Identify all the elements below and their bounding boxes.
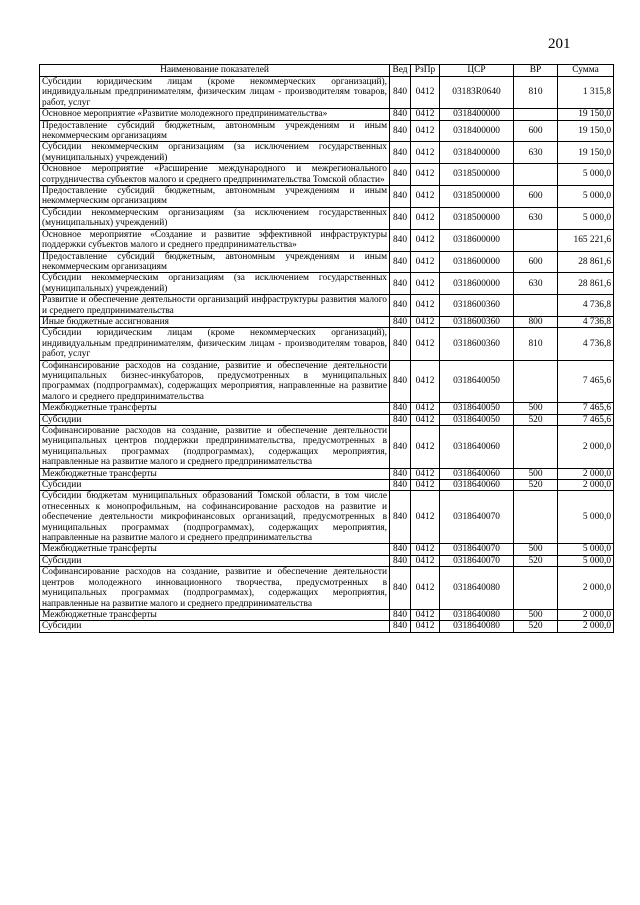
table-row	[40, 480, 614, 491]
row-name: Межбюджетные трансферты	[40, 468, 390, 479]
row-sum: 5 000,0	[558, 186, 614, 208]
row-sum: 5 000,0	[558, 164, 614, 186]
row-sum: 2 000,0	[558, 426, 614, 469]
row-name: Основное мероприятие «Создание и развитие эффективной инфраструктуры поддержки субъектов малого и среднего предпринимательства»	[40, 229, 390, 251]
row-rzpr: 0412	[411, 251, 440, 273]
row-vr: 630	[514, 142, 558, 164]
row-csr: 0318640070	[440, 544, 514, 555]
header-ved: Вед	[390, 65, 411, 77]
table-row	[40, 186, 614, 208]
row-rzpr: 0412	[411, 120, 440, 142]
row-vr	[514, 491, 558, 544]
table-row	[40, 229, 614, 251]
row-ved: 840	[390, 273, 411, 295]
row-rzpr: 0412	[411, 186, 440, 208]
row-csr: 0318640080	[440, 567, 514, 610]
row-vr: 600	[514, 251, 558, 273]
table-row	[40, 403, 614, 414]
row-ved: 840	[390, 251, 411, 273]
row-rzpr: 0412	[411, 109, 440, 120]
row-vr: 520	[514, 621, 558, 632]
row-ved: 840	[390, 403, 411, 414]
row-name: Субсидии	[40, 621, 390, 632]
row-rzpr: 0412	[411, 491, 440, 544]
row-name: Софинансирование расходов на создание, развитие и обеспечение деятельности муниципальных центров поддержки предпринимательства, предусмотренных в муниципальных программах (подпрограммах), содержащих мероприятия, направленные на развитие малого и среднего предпринимательства	[40, 426, 390, 469]
row-sum: 28 861,6	[558, 273, 614, 295]
row-sum: 4 736,8	[558, 295, 614, 317]
table-row	[40, 491, 614, 544]
row-name: Предоставление субсидий бюджетным, автономным учреждениям и иным некоммерческим организациям	[40, 186, 390, 208]
row-sum: 4 736,8	[558, 328, 614, 360]
row-sum: 2 000,0	[558, 609, 614, 620]
row-csr: 0318640050	[440, 360, 514, 403]
row-ved: 840	[390, 164, 411, 186]
row-vr: 810	[514, 77, 558, 109]
row-sum: 19 150,0	[558, 120, 614, 142]
row-ved: 840	[390, 480, 411, 491]
row-rzpr: 0412	[411, 555, 440, 566]
row-sum: 7 465,6	[558, 414, 614, 425]
row-rzpr: 0412	[411, 142, 440, 164]
row-rzpr: 0412	[411, 295, 440, 317]
row-ved: 840	[390, 544, 411, 555]
row-name: Иные бюджетные ассигнования	[40, 316, 390, 327]
row-vr: 500	[514, 609, 558, 620]
row-csr: 0318640070	[440, 555, 514, 566]
table-row	[40, 609, 614, 620]
table-row	[40, 164, 614, 186]
row-csr: 0318640080	[440, 621, 514, 632]
row-vr: 630	[514, 207, 558, 229]
row-csr: 0318640060	[440, 426, 514, 469]
table-row	[40, 142, 614, 164]
header-name: Наименование показателей	[40, 65, 390, 77]
row-ved: 840	[390, 468, 411, 479]
row-sum: 2 000,0	[558, 480, 614, 491]
row-rzpr: 0412	[411, 164, 440, 186]
row-sum: 28 861,6	[558, 251, 614, 273]
row-ved: 840	[390, 207, 411, 229]
row-rzpr: 0412	[411, 207, 440, 229]
row-name: Развитие и обеспечение деятельности организаций инфраструктуры развития малого и среднего предпринимательства	[40, 295, 390, 317]
row-sum: 5 000,0	[558, 544, 614, 555]
row-name: Межбюджетные трансферты	[40, 609, 390, 620]
row-rzpr: 0412	[411, 480, 440, 491]
row-name: Межбюджетные трансферты	[40, 544, 390, 555]
row-csr: 0318500000	[440, 164, 514, 186]
row-ved: 840	[390, 316, 411, 327]
row-rzpr: 0412	[411, 273, 440, 295]
row-sum: 5 000,0	[558, 207, 614, 229]
row-name: Субсидии юридическим лицам (кроме некоммерческих организаций), индивидуальным предпринимателям, физическим лицам - производителям товаров, работ, услуг	[40, 328, 390, 360]
row-sum: 4 736,8	[558, 316, 614, 327]
row-vr: 810	[514, 328, 558, 360]
row-sum: 19 150,0	[558, 109, 614, 120]
table-row	[40, 328, 614, 360]
row-sum: 165 221,6	[558, 229, 614, 251]
table-row	[40, 414, 614, 425]
row-csr: 0318600000	[440, 273, 514, 295]
table-row	[40, 295, 614, 317]
row-name: Софинансирование расходов на создание, развитие и обеспечение деятельности муниципальных бизнес-инкубаторов, предусмотренных в муниципальных программах (подпрограммах), содержащих мероприятия, направленные на развитие малого и среднего предпринимательства	[40, 360, 390, 403]
row-vr	[514, 360, 558, 403]
row-sum: 5 000,0	[558, 555, 614, 566]
row-csr: 0318640080	[440, 609, 514, 620]
row-csr: 0318400000	[440, 109, 514, 120]
row-name: Субсидии	[40, 414, 390, 425]
table-row	[40, 621, 614, 632]
row-vr: 500	[514, 403, 558, 414]
row-csr: 0318640060	[440, 480, 514, 491]
table-row	[40, 360, 614, 403]
row-name: Основное мероприятие «Расширение международного и межрегионального сотрудничества субъектов малого и среднего предпринимательства Томской области»	[40, 164, 390, 186]
row-sum: 5 000,0	[558, 491, 614, 544]
row-name: Субсидии	[40, 555, 390, 566]
row-sum: 2 000,0	[558, 621, 614, 632]
row-rzpr: 0412	[411, 544, 440, 555]
row-rzpr: 0412	[411, 360, 440, 403]
row-vr	[514, 567, 558, 610]
row-vr: 520	[514, 555, 558, 566]
row-ved: 840	[390, 229, 411, 251]
row-csr: 0318600360	[440, 316, 514, 327]
row-name: Софинансирование расходов на создание, развитие и обеспечение деятельности центров молодежного инновационного творчества, предусмотренных в муниципальных программах (подпрограммах), содержащих мероприятия, направленные на развитие малого и среднего предпринимательства	[40, 567, 390, 610]
row-name: Субсидии юридическим лицам (кроме некоммерческих организаций), индивидуальным предпринимателям, физическим лицам - производителям товаров, работ, услуг	[40, 77, 390, 109]
row-vr: 500	[514, 468, 558, 479]
row-ved: 840	[390, 414, 411, 425]
row-rzpr: 0412	[411, 414, 440, 425]
row-csr: 0318600000	[440, 229, 514, 251]
row-vr: 500	[514, 544, 558, 555]
row-rzpr: 0412	[411, 77, 440, 109]
row-name: Субсидии некоммерческим организациям (за исключением государственных (муниципальных) учреждений)	[40, 207, 390, 229]
row-rzpr: 0412	[411, 229, 440, 251]
row-rzpr: 0412	[411, 316, 440, 327]
table-row	[40, 251, 614, 273]
page-number: 201	[548, 36, 571, 52]
row-rzpr: 0412	[411, 567, 440, 610]
row-vr	[514, 229, 558, 251]
row-vr	[514, 109, 558, 120]
row-rzpr: 0412	[411, 468, 440, 479]
row-csr: 0318640060	[440, 468, 514, 479]
row-csr: 0318400000	[440, 142, 514, 164]
row-ved: 840	[390, 555, 411, 566]
table-row	[40, 555, 614, 566]
header-vr: ВР	[514, 65, 558, 77]
row-name: Субсидии некоммерческим организациям (за исключением государственных (муниципальных) учреждений)	[40, 273, 390, 295]
row-vr	[514, 295, 558, 317]
row-rzpr: 0412	[411, 609, 440, 620]
row-rzpr: 0412	[411, 403, 440, 414]
table-row	[40, 77, 614, 109]
row-ved: 840	[390, 621, 411, 632]
row-sum: 2 000,0	[558, 567, 614, 610]
row-ved: 840	[390, 426, 411, 469]
row-name: Субсидии бюджетам муниципальных образований Томской области, в том числе отнесенных к монопрофильным, на софинансирование расходов на развитие и обеспечение деятельности микрофинансовых организаций, предусмотренных в муниципальных программах (подпрограммах), содержащих мероприятия, направленные на развитие малого и среднего предпринимательства	[40, 491, 390, 544]
row-csr: 0318600360	[440, 328, 514, 360]
row-vr	[514, 426, 558, 469]
row-name: Предоставление субсидий бюджетным, автономным учреждениям и иным некоммерческим организациям	[40, 251, 390, 273]
row-ved: 840	[390, 609, 411, 620]
row-csr: 0318500000	[440, 207, 514, 229]
row-sum: 19 150,0	[558, 142, 614, 164]
header-rzpr: РзПр	[411, 65, 440, 77]
row-ved: 840	[390, 360, 411, 403]
row-vr	[514, 164, 558, 186]
row-csr: 0318400000	[440, 120, 514, 142]
row-csr: 0318600000	[440, 251, 514, 273]
row-ved: 840	[390, 328, 411, 360]
row-csr: 0318600360	[440, 295, 514, 317]
row-vr: 520	[514, 480, 558, 491]
row-ved: 840	[390, 120, 411, 142]
table-row	[40, 120, 614, 142]
header-sum: Сумма	[558, 65, 614, 77]
row-ved: 840	[390, 567, 411, 610]
budget-table	[39, 64, 614, 633]
table-row	[40, 567, 614, 610]
table-row	[40, 468, 614, 479]
row-rzpr: 0412	[411, 621, 440, 632]
row-vr: 600	[514, 120, 558, 142]
row-name: Основное мероприятие «Развитие молодежного предпринимательства»	[40, 109, 390, 120]
row-vr: 600	[514, 186, 558, 208]
row-name: Предоставление субсидий бюджетным, автономным учреждениям и иным некоммерческим организациям	[40, 120, 390, 142]
row-csr: 0318640070	[440, 491, 514, 544]
row-vr: 630	[514, 273, 558, 295]
table-row	[40, 109, 614, 120]
row-ved: 840	[390, 186, 411, 208]
row-sum: 7 465,6	[558, 403, 614, 414]
table-row	[40, 316, 614, 327]
row-sum: 2 000,0	[558, 468, 614, 479]
row-ved: 840	[390, 77, 411, 109]
row-sum: 1 315,8	[558, 77, 614, 109]
row-vr: 800	[514, 316, 558, 327]
row-ved: 840	[390, 109, 411, 120]
row-name: Межбюджетные трансферты	[40, 403, 390, 414]
row-name: Субсидии некоммерческим организациям (за исключением государственных (муниципальных) учреждений)	[40, 142, 390, 164]
row-csr: 0318500000	[440, 186, 514, 208]
table-row	[40, 544, 614, 555]
row-csr: 0318640050	[440, 414, 514, 425]
table-row	[40, 426, 614, 469]
table-header-row	[40, 65, 614, 77]
table-row	[40, 273, 614, 295]
row-name: Субсидии	[40, 480, 390, 491]
row-ved: 840	[390, 142, 411, 164]
row-csr: 0318640050	[440, 403, 514, 414]
row-vr: 520	[514, 414, 558, 425]
row-rzpr: 0412	[411, 426, 440, 469]
row-sum: 7 465,6	[558, 360, 614, 403]
row-csr: 03183R0640	[440, 77, 514, 109]
row-ved: 840	[390, 491, 411, 544]
row-ved: 840	[390, 295, 411, 317]
table-row	[40, 207, 614, 229]
header-csr: ЦСР	[440, 65, 514, 77]
row-rzpr: 0412	[411, 328, 440, 360]
